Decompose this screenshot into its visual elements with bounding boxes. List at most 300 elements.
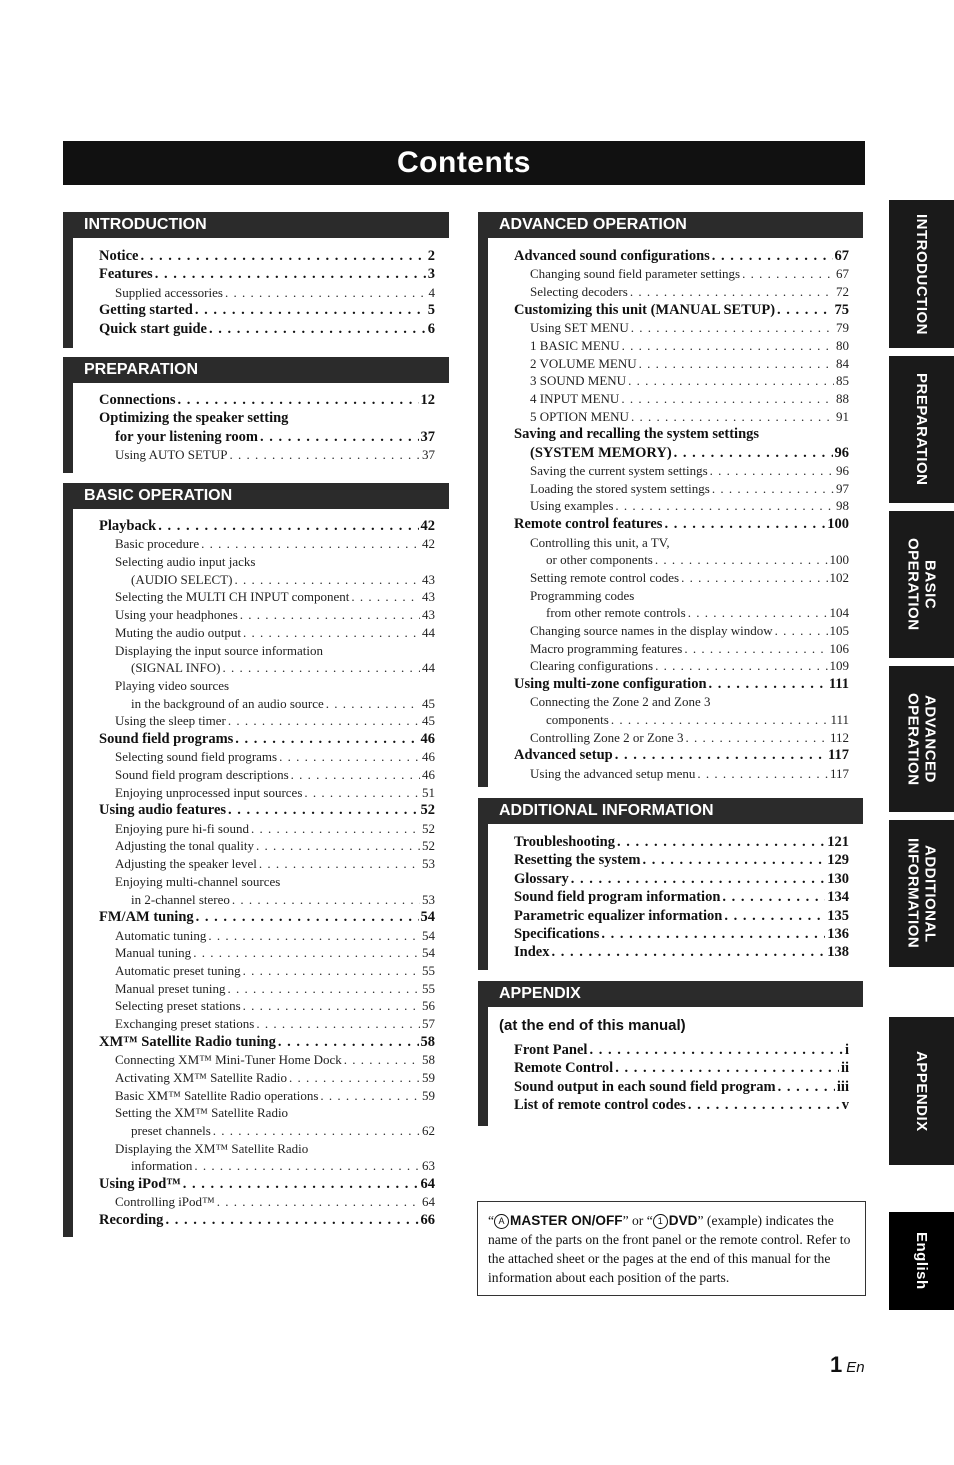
toc-entry-label: information — [131, 1158, 193, 1174]
toc-list — [514, 834, 849, 963]
toc-entry[interactable] — [99, 660, 435, 678]
section-introduction — [63, 212, 449, 348]
toc-entry[interactable] — [99, 607, 435, 625]
toc-entry[interactable] — [99, 1212, 435, 1230]
toc-entry[interactable] — [99, 285, 435, 303]
toc-entry-label: Changing source names in the display window — [530, 622, 773, 638]
toc-entry-page: 136 — [827, 925, 849, 942]
toc-entry-label: Displaying the XM™ Satellite Radio — [115, 1140, 309, 1156]
toc-entry-page: 72 — [836, 284, 849, 300]
toc-entry[interactable] — [514, 623, 849, 641]
tab-label: BASIC OPERATION — [904, 538, 939, 631]
toc-entry[interactable] — [514, 248, 849, 266]
toc-entry[interactable] — [99, 266, 435, 284]
tab-label: PREPARATION — [913, 373, 930, 486]
toc-leader-dots — [655, 658, 827, 674]
toc-entry[interactable] — [99, 589, 435, 607]
toc-entry-page: 52 — [422, 820, 435, 836]
toc-entry-page: 2 — [427, 248, 435, 264]
toc-leader-dots — [217, 1194, 420, 1210]
toc-entry[interactable] — [99, 554, 435, 572]
toc-entry-label: Connecting the Zone 2 and Zone 3 — [530, 694, 711, 710]
toc-entry[interactable] — [514, 552, 849, 570]
toc-leader-dots — [611, 712, 829, 728]
toc-leader-dots — [615, 1060, 839, 1077]
toc-entry-label: Front Panel — [514, 1042, 588, 1058]
toc-entry[interactable] — [99, 928, 435, 946]
tab-basic-operation[interactable] — [889, 511, 954, 658]
toc-leader-dots — [240, 607, 420, 623]
toc-entry[interactable] — [99, 856, 435, 874]
tab-additional-information[interactable] — [889, 820, 954, 967]
toc-entry[interactable] — [99, 1141, 435, 1159]
toc-leader-dots — [326, 696, 420, 712]
toc-entry-page: 117 — [828, 747, 849, 764]
toc-entry[interactable] — [99, 785, 435, 803]
toc-entry[interactable] — [514, 266, 849, 284]
toc-entry[interactable] — [99, 802, 435, 820]
toc-entry-page: 45 — [422, 695, 435, 711]
toc-entry-page: 100 — [827, 516, 849, 533]
toc-leader-dots — [260, 429, 419, 446]
toc-leader-dots — [615, 747, 826, 764]
section-rule — [478, 1007, 488, 1126]
toc-entry[interactable] — [99, 838, 435, 856]
toc-entry-label: for your listening room — [115, 428, 258, 445]
tab-appendix[interactable] — [889, 1017, 954, 1165]
toc-leader-dots — [178, 392, 419, 409]
toc-entry[interactable] — [514, 463, 849, 481]
tab-label: ADDITIONAL INFORMATION — [904, 838, 939, 949]
section-heading: APPENDIX — [478, 981, 863, 1007]
section-rule — [478, 824, 488, 970]
toc-entry-label: Using the sleep timer — [115, 713, 226, 729]
toc-entry-page: 46 — [422, 767, 435, 783]
toc-entry[interactable] — [514, 302, 849, 320]
toc-entry[interactable] — [514, 338, 849, 356]
toc-entry-page: 58 — [422, 1052, 435, 1068]
toc-entry-label: 4 INPUT MENU — [530, 390, 620, 406]
toc-leader-dots — [213, 1123, 420, 1139]
toc-entry-label: in 2-channel stereo — [131, 891, 230, 907]
toc-leader-dots — [684, 641, 827, 657]
toc-entry-page: 59 — [422, 1087, 435, 1103]
toc-entry[interactable] — [514, 516, 849, 534]
toc-entry-page: 56 — [422, 998, 435, 1014]
toc-entry-page: 111 — [828, 676, 849, 693]
section-advanced-operation — [478, 212, 863, 787]
toc-entry-label: Selecting decoders — [530, 284, 628, 300]
toc-leader-dots — [639, 356, 834, 372]
toc-entry[interactable] — [99, 1016, 435, 1034]
toc-entry-page: 112 — [829, 729, 849, 745]
toc-entry[interactable] — [514, 871, 849, 889]
toc-entry[interactable] — [99, 1123, 435, 1141]
toc-leader-dots — [631, 320, 834, 336]
toc-entry-page: 117 — [829, 765, 849, 781]
toc-entry-page: v — [841, 1097, 849, 1114]
toc-entry-label: Remote control features — [514, 516, 663, 533]
toc-entry-label: Controlling iPod™ — [115, 1194, 215, 1210]
toc-entry-label: Selecting preset stations — [115, 998, 241, 1014]
toc-entry[interactable] — [514, 588, 849, 606]
toc-entry-label: Using examples — [530, 498, 614, 514]
toc-leader-dots — [631, 409, 834, 425]
toc-entry-page: 130 — [827, 870, 849, 887]
toc-entry-label: Connections — [99, 392, 176, 408]
toc-entry[interactable] — [99, 767, 435, 785]
toc-entry[interactable] — [99, 998, 435, 1016]
toc-entry[interactable] — [99, 302, 435, 320]
toc-entry-label: (AUDIO SELECT) — [131, 571, 233, 587]
toc-entry-label: Advanced sound configurations — [514, 248, 710, 264]
toc-entry-page: 57 — [422, 1016, 435, 1032]
toc-entry-label: Enjoying multi-channel sources — [115, 873, 281, 889]
toc-entry-page: 96 — [836, 463, 849, 479]
toc-entry[interactable] — [99, 963, 435, 981]
toc-entry-page: 85 — [836, 373, 849, 389]
toc-list — [99, 248, 435, 339]
toc-entry-page: 138 — [827, 944, 849, 961]
toc-entry-label: or other components — [546, 552, 653, 568]
toc-entry[interactable] — [514, 409, 849, 427]
toc-leader-dots — [628, 373, 834, 389]
toc-leader-dots — [681, 570, 827, 586]
toc-entry[interactable] — [514, 641, 849, 659]
toc-entry-page: 43 — [422, 571, 435, 587]
toc-entry-label: Enjoying pure hi-fi sound — [115, 820, 249, 836]
toc-entry[interactable] — [99, 1194, 435, 1212]
toc-entry[interactable] — [514, 498, 849, 516]
toc-entry[interactable] — [514, 926, 849, 944]
toc-entry-label: Loading the stored system settings — [530, 480, 710, 496]
page-language: En — [846, 1359, 865, 1376]
toc-entry-page: 55 — [422, 980, 435, 996]
toc-entry[interactable] — [99, 1088, 435, 1106]
toc-entry-label: Selecting audio input jacks — [115, 554, 256, 570]
toc-leader-dots — [710, 463, 834, 479]
toc-leader-dots — [251, 821, 420, 837]
toc-leader-dots — [155, 266, 426, 283]
toc-entry[interactable] — [99, 447, 435, 465]
toc-leader-dots — [193, 945, 420, 961]
toc-entry[interactable] — [514, 1079, 849, 1097]
toc-leader-dots — [615, 498, 834, 514]
toc-entry-label: Playback — [99, 518, 157, 534]
toc-entry[interactable] — [99, 874, 435, 892]
toc-entry-page: 37 — [420, 428, 435, 445]
toc-leader-dots — [778, 1079, 835, 1096]
toc-leader-dots — [229, 447, 420, 463]
toc-entry[interactable] — [514, 676, 849, 694]
toc-entry-page: 64 — [420, 1175, 435, 1192]
toc-entry-page: 46 — [422, 749, 435, 765]
toc-leader-dots — [674, 445, 833, 462]
toc-entry[interactable] — [99, 1052, 435, 1070]
section-basic-operation — [63, 483, 449, 1237]
toc-entry[interactable] — [514, 1042, 849, 1060]
toc-entry-page: 109 — [829, 658, 849, 674]
toc-entry[interactable] — [514, 730, 849, 748]
toc-entry-page: 52 — [422, 838, 435, 854]
toc-entry[interactable] — [99, 643, 435, 661]
toc-entry-label: Selecting sound field programs — [115, 749, 278, 765]
toc-entry[interactable] — [514, 889, 849, 907]
toc-entry[interactable] — [99, 1070, 435, 1088]
toc-entry-label: Controlling this unit, a TV, — [530, 534, 670, 550]
toc-entry[interactable] — [99, 945, 435, 963]
toc-entry[interactable] — [514, 852, 849, 870]
toc-entry[interactable] — [99, 696, 435, 714]
toc-entry[interactable] — [514, 320, 849, 338]
toc-entry-label: Basic procedure — [115, 536, 200, 552]
toc-entry[interactable] — [514, 373, 849, 391]
toc-entry[interactable] — [99, 1034, 435, 1052]
toc-leader-dots — [688, 1097, 840, 1114]
toc-entry-label: Optimizing the speaker setting — [99, 410, 289, 427]
toc-leader-dots — [209, 321, 426, 338]
toc-leader-dots — [140, 248, 425, 265]
toc-leader-dots — [655, 552, 828, 568]
note-open-quote: “ — [488, 1213, 495, 1228]
toc-entry[interactable] — [514, 658, 849, 676]
toc-leader-dots — [642, 852, 825, 869]
toc-entry[interactable] — [514, 570, 849, 588]
toc-entry[interactable] — [99, 713, 435, 731]
toc-entry-page: 67 — [836, 266, 849, 282]
toc-entry-label: Manual tuning — [115, 945, 192, 961]
toc-entry-label: Manual preset tuning — [115, 980, 226, 996]
toc-entry[interactable] — [99, 892, 435, 910]
toc-leader-dots — [256, 838, 420, 854]
toc-entry[interactable] — [99, 749, 435, 767]
toc-leader-dots — [279, 749, 420, 765]
toc-leader-dots — [320, 1088, 420, 1104]
toc-entry-label: 3 SOUND MENU — [530, 373, 627, 389]
toc-entry-page: 75 — [834, 301, 849, 318]
note-key-dvd: DVD — [668, 1213, 698, 1228]
toc-entry-label: List of remote control codes — [514, 1097, 686, 1114]
parts-note — [477, 1201, 866, 1296]
toc-entry-label: Setting the XM™ Satellite Radio — [115, 1105, 289, 1121]
toc-entry-page: 12 — [420, 392, 435, 408]
toc-entry-page: 53 — [422, 891, 435, 907]
toc-leader-dots — [259, 856, 420, 872]
toc-entry-label: Using audio features — [99, 802, 227, 819]
toc-entry-label: (SYSTEM MEMORY) — [530, 444, 672, 461]
toc-entry-label: Programming codes — [530, 587, 635, 603]
toc-leader-dots — [621, 391, 834, 407]
toc-leader-dots — [232, 892, 420, 908]
toc-entry[interactable] — [514, 605, 849, 623]
toc-entry-label: Using SET MENU — [530, 320, 629, 336]
section-heading: PREPARATION — [63, 357, 449, 383]
toc-entry-page: 66 — [420, 1212, 435, 1229]
tab-label: ADVANCED OPERATION — [904, 692, 939, 786]
toc-entry-label: Features — [99, 266, 153, 283]
tab-preparation[interactable] — [889, 356, 954, 503]
toc-entry[interactable] — [514, 747, 849, 765]
toc-leader-dots — [722, 889, 825, 906]
toc-entry-label: 2 VOLUME MENU — [530, 355, 637, 371]
toc-entry-label: Remote Control — [514, 1060, 614, 1077]
toc-entry[interactable] — [514, 1097, 849, 1115]
toc-entry-label: Adjusting the tonal quality — [115, 838, 255, 854]
toc-leader-dots — [571, 871, 825, 888]
toc-entry[interactable] — [99, 1176, 435, 1194]
toc-entry[interactable] — [514, 391, 849, 409]
toc-leader-dots — [712, 248, 833, 265]
toc-entry-page: 106 — [829, 640, 849, 656]
toc-entry-page: 111 — [830, 712, 849, 728]
toc-entry[interactable] — [514, 944, 849, 962]
toc-entry[interactable] — [99, 410, 435, 428]
toc-leader-dots — [289, 1070, 420, 1086]
toc-entry[interactable] — [99, 731, 435, 749]
toc-entry-page: i — [844, 1042, 849, 1058]
toc-entry-page: 4 — [428, 284, 435, 300]
toc-leader-dots — [235, 731, 418, 748]
toc-leader-dots — [196, 909, 419, 926]
toc-leader-dots — [278, 1034, 419, 1051]
section-rule — [63, 509, 73, 1237]
toc-entry-label: 5 OPTION MENU — [530, 408, 629, 424]
toc-entry-label: Using AUTO SETUP — [115, 447, 228, 463]
toc-entry-page: 102 — [829, 569, 849, 585]
toc-leader-dots — [291, 767, 420, 783]
toc-entry[interactable] — [514, 834, 849, 852]
toc-entry-label: Using your headphones — [115, 607, 238, 623]
toc-list — [99, 392, 435, 465]
toc-entry[interactable] — [514, 426, 849, 444]
toc-leader-dots — [709, 676, 827, 693]
toc-leader-dots — [344, 1052, 420, 1068]
toc-leader-dots — [222, 660, 420, 676]
toc-entry[interactable] — [99, 1158, 435, 1176]
toc-entry[interactable] — [99, 572, 435, 590]
toc-entry[interactable] — [99, 248, 435, 266]
toc-leader-dots — [664, 516, 825, 533]
toc-entry-page: 53 — [422, 856, 435, 872]
tab-label: APPENDIX — [913, 1050, 930, 1132]
toc-entry-page: 98 — [836, 498, 849, 514]
toc-leader-dots — [601, 926, 825, 943]
toc-entry[interactable] — [99, 392, 435, 410]
toc-leader-dots — [194, 1158, 420, 1174]
toc-entry[interactable] — [99, 429, 435, 447]
toc-leader-dots — [304, 785, 420, 801]
toc-entry[interactable] — [514, 766, 849, 784]
toc-entry-label: Quick start guide — [99, 320, 207, 337]
tab-label: INTRODUCTION — [913, 213, 930, 335]
toc-entry-page: 96 — [834, 444, 849, 461]
toc-leader-dots — [742, 266, 834, 282]
toc-leader-dots — [195, 302, 426, 319]
toc-leader-dots — [158, 518, 418, 535]
section-rule — [63, 383, 73, 473]
toc-entry-label: Specifications — [514, 925, 600, 942]
toc-leader-dots — [228, 802, 418, 819]
toc-entry-label: Adjusting the speaker level — [115, 856, 257, 872]
toc-entry-page: 42 — [422, 536, 435, 552]
section-heading: ADVANCED OPERATION — [478, 212, 863, 238]
toc-entry-page: 80 — [836, 337, 849, 353]
tab-advanced-operation[interactable] — [889, 666, 954, 812]
toc-entry-label: Clearing configurations — [530, 658, 654, 674]
section-rule — [63, 238, 73, 348]
toc-entry-page: 44 — [422, 624, 435, 640]
toc-entry[interactable] — [99, 678, 435, 696]
toc-entry-page: ii — [840, 1060, 849, 1077]
toc-entry[interactable] — [99, 536, 435, 554]
toc-entry-label: Macro programming features — [530, 640, 683, 656]
toc-entry-page: 63 — [422, 1158, 435, 1174]
toc-entry[interactable] — [514, 356, 849, 374]
toc-leader-dots — [243, 998, 420, 1014]
toc-entry[interactable] — [99, 909, 435, 927]
toc-entry[interactable] — [514, 694, 849, 712]
toc-entry[interactable] — [99, 518, 435, 536]
note-text: ” (example) indicates the name of the parts on the front panel or the remote control. Refer to the attached sheet or the pages at the end of this manual for the information about each position of the parts. — [488, 1213, 851, 1285]
toc-leader-dots — [243, 963, 420, 979]
note-mid: ” or “ — [622, 1213, 653, 1228]
toc-leader-dots — [551, 944, 825, 961]
toc-leader-dots — [227, 981, 420, 997]
toc-entry-label: Using the advanced setup menu — [530, 765, 696, 781]
toc-entry[interactable] — [514, 284, 849, 302]
toc-entry[interactable] — [514, 908, 849, 926]
toc-entry-page: 84 — [836, 355, 849, 371]
toc-entry[interactable] — [99, 1105, 435, 1123]
toc-entry-page: 42 — [420, 518, 435, 534]
toc-entry-label: Muting the audio output — [115, 624, 242, 640]
toc-entry[interactable] — [99, 625, 435, 643]
toc-entry-page: 45 — [422, 713, 435, 729]
toc-leader-dots — [630, 284, 834, 300]
toc-leader-dots — [201, 536, 420, 552]
toc-entry-label: Resetting the system — [514, 852, 641, 869]
toc-entry[interactable] — [514, 481, 849, 499]
toc-entry-label: components — [546, 712, 609, 728]
toc-entry-label: Saving and recalling the system settings — [514, 426, 760, 443]
section-heading: INTRODUCTION — [63, 212, 449, 238]
toc-entry[interactable] — [99, 821, 435, 839]
toc-leader-dots — [622, 338, 834, 354]
section-preparation — [63, 357, 449, 473]
toc-entry-page: 3 — [427, 266, 435, 283]
toc-entry-label: Using multi-zone configuration — [514, 676, 707, 693]
toc-entry-label: 1 BASIC MENU — [530, 337, 620, 353]
tab-introduction[interactable] — [889, 200, 954, 348]
toc-entry[interactable] — [514, 445, 849, 463]
toc-entry[interactable] — [99, 321, 435, 339]
toc-entry-label: Playing video sources — [115, 677, 230, 693]
toc-entry[interactable] — [99, 981, 435, 999]
toc-list — [514, 1042, 849, 1116]
toc-entry-label: Index — [514, 944, 550, 961]
toc-entry-page: 37 — [422, 447, 435, 463]
toc-entry-label: in the background of an audio source — [131, 695, 324, 711]
toc-entry-page: 54 — [422, 927, 435, 943]
toc-entry-page: 129 — [827, 852, 849, 869]
note-key-master: MASTER ON/OFF — [510, 1213, 623, 1228]
toc-entry-label: Customizing this unit (MANUAL SETUP) — [514, 301, 776, 318]
toc-entry[interactable] — [514, 712, 849, 730]
toc-entry-label: XM™ Satellite Radio tuning — [99, 1033, 276, 1050]
toc-entry[interactable] — [514, 535, 849, 553]
tab-english[interactable] — [889, 1212, 954, 1310]
toc-entry[interactable] — [514, 1060, 849, 1078]
